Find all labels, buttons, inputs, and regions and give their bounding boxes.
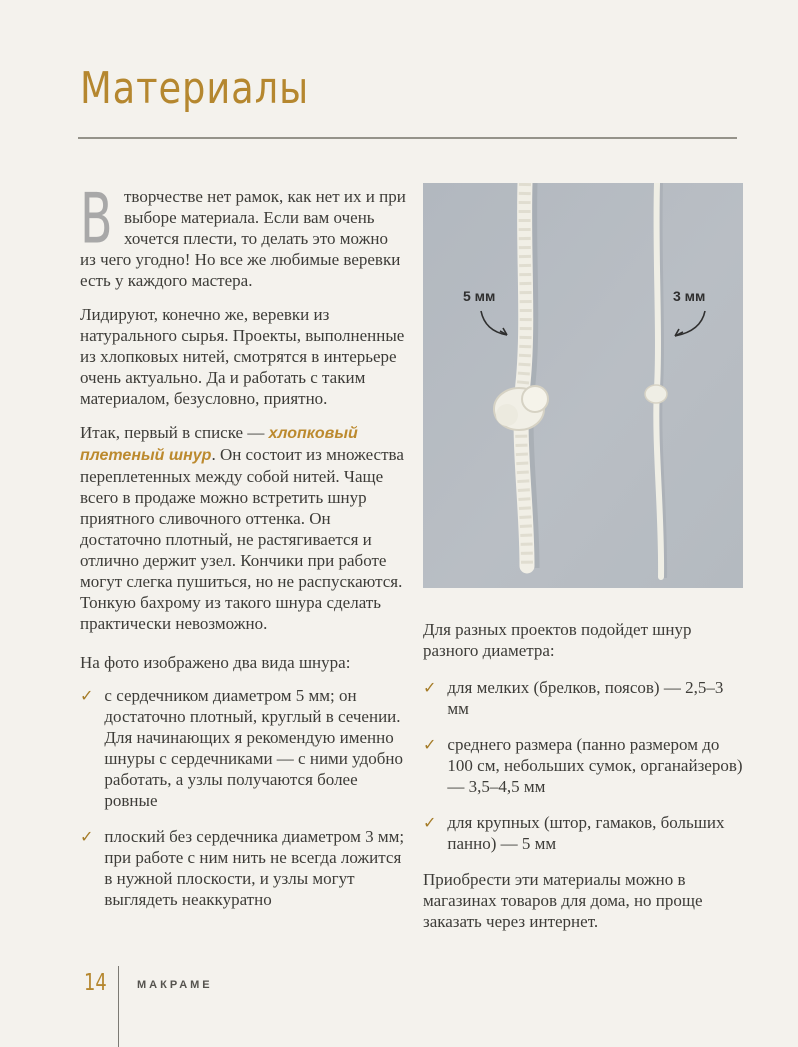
- book-title-footer: МАКРАМЕ: [137, 979, 213, 991]
- right-column: [423, 183, 745, 945]
- closing-paragraph: Приобрести эти материалы можно в магазинах товаров для дома, но проще заказать через интернет.: [423, 870, 703, 931]
- cord-5mm-label: 5 мм: [463, 288, 496, 304]
- list-item-text: для крупных (штор, гамаков, больших панно) — 5 мм: [447, 813, 725, 853]
- list-item-text: среднего размера (панно размером до 100 см, небольших сумок, органайзеров) — 3,5–4,5 мм: [447, 735, 743, 796]
- list-item: [80, 826, 406, 910]
- photo-list-intro: На фото изображено два вида шнура:: [80, 653, 351, 672]
- cord-3mm-label: 3 мм: [673, 288, 706, 304]
- accent-term: хлопковый плетеный шнур: [80, 425, 358, 464]
- list-item-text: для мелких (брелков, поясов) — 2,5–3 мм: [447, 678, 724, 718]
- checkmark-icon: ✓: [80, 827, 94, 846]
- paragraph-cotton-cord-rest: . Он состоит из множества переплетенных между собой нитей. Чаще всего в продаже можно встретить шнур приятного сливочного оттенка. Он достаточно плотный, не растягивается и отлично держит узел. Кончики при работе могут слегка пушиться, но не распускаются. Тонкую бахрому из такого шнура сделать практически невозможно.: [80, 445, 404, 633]
- left-text-column: [80, 178, 406, 925]
- cord-5mm-knot-loop: [522, 386, 548, 412]
- list-item: [423, 812, 745, 854]
- list-item-text: плоский без сердечника диаметром 3 мм; при работе с ним нить не всегда ложится в нужной плоскости, и узлы могут выглядеть неаккуратно: [104, 827, 405, 909]
- cord-5mm-knot-shade: [496, 404, 518, 426]
- cord-types-list: [80, 685, 406, 910]
- paragraph-cotton-cord: [80, 422, 406, 634]
- intro-paragraph: [80, 178, 406, 291]
- cords-photo: [423, 183, 743, 588]
- list-item-text: с сердечником диаметром 5 мм; он достаточно плотный, круглый в сечении. Для начинающих я рекомендую именно шнуры с сердечниками — с ними удобно работать, а узлы получаются более ровные: [104, 686, 403, 810]
- checkmark-icon: ✓: [80, 686, 94, 705]
- dropcap-letter: В: [80, 178, 113, 260]
- list-item: [80, 685, 406, 811]
- list-item: [423, 677, 745, 719]
- diameter-list-intro: Для разных проектов подойдет шнур разного диаметра:: [423, 620, 692, 660]
- page-number: 14: [84, 969, 107, 996]
- page-title: Материалы: [80, 64, 310, 114]
- list-item: [423, 734, 745, 797]
- checkmark-icon: ✓: [423, 678, 437, 697]
- checkmark-icon: ✓: [423, 735, 437, 754]
- cord-3mm-knot: [645, 385, 667, 403]
- paragraph-natural-fibers: Лидируют, конечно же, веревки из натурального сырья. Проекты, выполненные из хлопковых нитей, смотрятся в интерьере очень актуально. Да и работать с таким материалом, безусловно, приятно.: [80, 305, 405, 408]
- footer-divider: [118, 966, 119, 1047]
- diameter-list: [423, 677, 745, 854]
- header-divider: [78, 137, 737, 139]
- checkmark-icon: ✓: [423, 813, 437, 832]
- paragraph-cotton-cord-lead: Итак, первый в списке —: [80, 423, 269, 442]
- intro-paragraph-text: творчестве нет рамок, как нет их и при выборе материала. Если вам очень хочется плести, то делать это можно из чего угодно! Но все же любимые веревки есть у каждого мастера.: [80, 187, 406, 290]
- photo-background: [423, 183, 743, 588]
